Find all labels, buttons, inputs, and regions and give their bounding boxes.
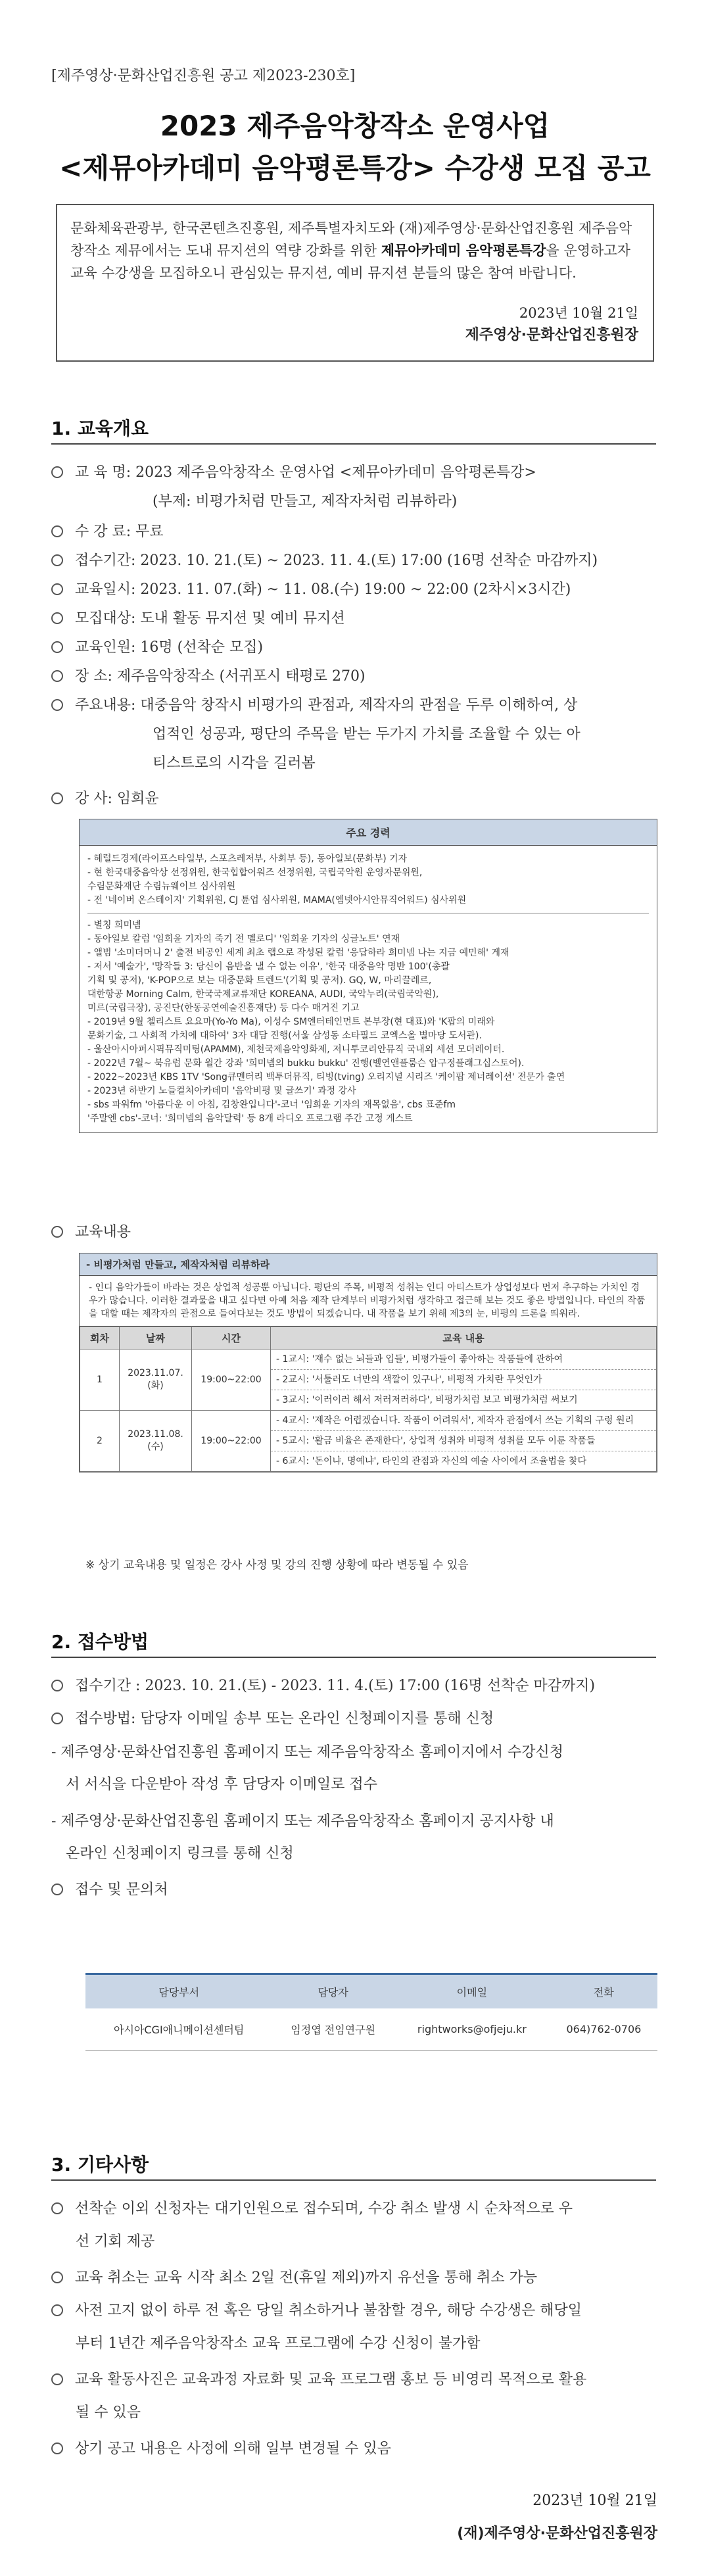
misc-item-4-cont: 될 수 있음 <box>76 2404 141 2421</box>
overview-text: 주요내용: 대중음악 창작시 비평가의 관점과, 제작자의 관점을 두루 이해하여, 상 <box>75 697 578 714</box>
career-line: 대한항공 Morning Calm, 한국국제교류재단 KOREANA, AUDI, 국악누리(국립국악원), <box>87 989 439 1000</box>
career-line: - 2023년 하반기 노들컬처아카데미 '음악비평 및 글쓰기' 과정 강사 <box>87 1086 356 1096</box>
career-line: 기획 및 공저), 'K-POP으로 보는 대중문화 트렌드'(기획 및 공저). GQ, W, 마리끌레르, <box>87 975 432 986</box>
circle-bullet-icon <box>51 466 63 478</box>
session-date-line: 2023.11.07. <box>128 1368 183 1378</box>
section-2-heading: 2. 접수방법 <box>51 1631 149 1653</box>
circle-bullet-icon <box>51 612 63 624</box>
career-box <box>79 819 657 1133</box>
overview-item-fee <box>51 520 663 545</box>
circle-bullet-icon <box>51 583 63 595</box>
table-row <box>80 1349 657 1411</box>
session-time: 19:00~22:00 <box>192 1349 271 1411</box>
session-no: 2 <box>80 1411 120 1472</box>
misc-text: 선착순 이외 신청자는 대기인원으로 접수되며, 수강 취소 발생 시 순차적으로 우 <box>75 2200 573 2217</box>
circle-bullet-icon <box>51 699 63 711</box>
misc-item-3 <box>51 2298 663 2323</box>
career-line: 문화기술, 그 사회적 가치에 대하여' 3자 대담 진행(서울 삼성동 소타필드 코엑스올 별마당 도서관). <box>87 1031 482 1041</box>
apply-method-1-cont: 서 서식을 다운받아 작성 후 담당자 이메일로 접수 <box>66 1776 377 1793</box>
section-1-divider <box>51 443 656 445</box>
apply-text: 접수방법: 담당자 이메일 송부 또는 온라인 신청페이지를 통해 신청 <box>75 1711 494 1727</box>
misc-text: 교육 취소는 교육 시작 최소 2일 전(휴일 제외)까지 유선을 통해 취소 가능 <box>75 2270 538 2286</box>
career-line: 미르(국립극장), 공진단(한동공연예술진흥재단) 등 다수 매거진 기고 <box>87 1003 360 1013</box>
career-line: - 2019년 9월 첼리스트 요요마(Yo-Yo Ma), 이성수 SM엔터테인먼트 본부장(현 대표)와 'K팝의 미래와 <box>87 1017 495 1027</box>
overview-text: 수 강 료: 무료 <box>75 523 164 540</box>
col-date: 날짜 <box>120 1327 192 1349</box>
career-group-2 <box>87 919 649 1126</box>
career-line: - 별칭 희미넴 <box>87 920 141 931</box>
title-line-2: <제뮤아카데미 음악평론특강> 수강생 모집 공고 <box>59 152 651 184</box>
table-row <box>85 2008 657 2051</box>
contact-email[interactable]: rightworks@ofjeju.kr <box>394 2008 550 2051</box>
col-session: 회차 <box>80 1327 120 1349</box>
lesson-item: - 3교시: '이러이러 해서 저러저러하다', 비평가처럼 보고 비평가처럼 써보기 <box>276 1395 578 1405</box>
circle-bullet-icon <box>51 1713 63 1724</box>
career-line: - sbs 파워fm '아름다운 이 아침, 김창완입니다'-코너 '임희윤 기자의 재목없음', cbs 표준fm <box>87 1100 456 1110</box>
overview-text: 교 육 명: 2023 제주음악창작소 운영사업 <제뮤아카데미 음악평론특강> <box>75 464 536 481</box>
apply-method-1: - 제주영상·문화산업진흥원 홈페이지 또는 제주음악창작소 홈페이지에서 수강신청 <box>51 1744 563 1761</box>
contact-label <box>51 1878 663 1903</box>
col-department: 담당부서 <box>85 1974 272 2009</box>
section-3-heading: 3. 기타사항 <box>51 2154 149 2175</box>
circle-bullet-icon <box>51 2202 63 2214</box>
career-line: '주말엔 cbs'-코너: '희미넴의 음악달력' 등 8개 라디오 프로그램 주간 고정 게스트 <box>87 1113 413 1124</box>
title-block <box>0 105 710 189</box>
session-date <box>120 1349 192 1411</box>
intro-text <box>70 217 640 284</box>
circle-bullet-icon <box>51 525 63 537</box>
contact-department: 아시아CGI애니메이션센터팀 <box>85 2008 272 2051</box>
lesson-item: - 5교시: '활금 비율은 존재한다', 상업적 성취와 비평적 성취를 모두 이룬 작품들 <box>271 1431 656 1451</box>
circle-bullet-icon <box>51 2373 63 2385</box>
overview-item-period <box>51 548 663 573</box>
session-no: 1 <box>80 1349 120 1411</box>
intro-text-bold: 제뮤아카데미 음악평론특강 <box>381 243 546 258</box>
section-1-heading: 1. 교육개요 <box>51 418 149 439</box>
curriculum-note: ※ 상기 교육내용 및 일정은 강사 사정 및 강의 진행 상황에 따라 변동될 수 있음 <box>85 1559 469 1572</box>
apply-text: 접수기간 : 2023. 10. 21.(토) - 2023. 11. 4.(토) 17:00 (16명 선착순 마감까지) <box>75 1678 596 1694</box>
contact-manager: 임정엽 전임연구원 <box>272 2008 394 2051</box>
overview-content-cont-2: 티스트로의 시각을 길러봄 <box>153 755 316 771</box>
curriculum-box <box>79 1253 657 1472</box>
misc-text: 교육 활동사진은 교육과정 자료화 및 교육 프로그램 홍보 등 비영리 목적으로 활용 <box>75 2371 587 2388</box>
circle-bullet-icon <box>51 792 63 804</box>
session-lessons <box>271 1411 657 1472</box>
intro-text-a: 문화체육관광부, 한국콘텐츠진흥원, 제주특별자치도와 (재)제주영상·문화산업진흥원 제주음악창작소 제뮤에서는 도내 뮤지션의 역량 강화를 위한 <box>70 220 632 258</box>
overview-subtitle: (부제: 비평가처럼 만들고, 제작자처럼 리뷰하라) <box>153 493 458 510</box>
misc-text: 상기 공고 내용은 사정에 의해 일부 변경될 수 있음 <box>75 2441 391 2457</box>
intro-box <box>56 204 654 362</box>
circle-bullet-icon <box>51 1226 63 1238</box>
misc-item-3-cont: 부터 1년간 제주음악창작소 교육 프로그램에 수강 신청이 불가함 <box>76 2335 481 2352</box>
lesson-item: - 2교시: '서툴러도 너만의 색깔이 있구나', 비평적 가치란 무엇인가 <box>271 1370 656 1390</box>
notice-number: [제주영상·문화산업진흥원 공고 제2023-230호] <box>51 68 356 84</box>
overview-content-cont-1: 업적인 성공과, 평단의 주목을 받는 두가지 가치를 조율할 수 있는 아 <box>153 726 580 742</box>
career-line: - 울산아시아퍼시픽뮤직미팅(APAMM), 제천국제음악영화제, 저니투코리안뮤직 국내외 세션 모더레이터. <box>87 1044 505 1055</box>
lesson-item: - 4교시: '제작은 어렵겠습니다. 작품이 어려워서', 제작자 관점에서 쓰는 기획의 구렁 원리 <box>271 1411 656 1431</box>
misc-item-4 <box>51 2368 663 2393</box>
session-day: (수) <box>147 1442 164 1452</box>
col-phone: 전화 <box>550 1974 657 2009</box>
career-line: - 앨범 '소미더머니 2' 출전 비공인 세계 최초 랩으로 작성된 칼럼 '응답하라 희미넴 나는 지금 예민해' 게재 <box>87 948 509 958</box>
lecturer-item <box>51 787 663 812</box>
section-3-divider <box>51 2179 656 2181</box>
footer-org: (재)제주영상·문화산업진흥원장 <box>457 2525 657 2542</box>
circle-bullet-icon <box>51 2442 63 2454</box>
session-date-line: 2023.11.08. <box>128 1429 183 1440</box>
section-2-divider <box>51 1657 656 1658</box>
session-lessons <box>271 1349 657 1411</box>
contact-table <box>85 1973 657 2051</box>
apply-item-period <box>51 1674 663 1699</box>
career-line: - 전 '네이버 온스테이지' 기획위원, CJ 튠업 심사위원, MAMA(엠넷아시안뮤직어워드) 심사위원 <box>87 895 467 906</box>
overview-text: 모집대상: 도내 활동 뮤지션 및 예비 뮤지션 <box>75 610 345 627</box>
overview-text: 교육인원: 16명 (선착순 모집) <box>75 639 264 656</box>
intro-date: 2023년 10월 21일 <box>519 305 638 321</box>
career-line: - 헤럴드경제(라이프스타일부, 스포츠레저부, 사회부 등), 동아일보(문화부) 기자 <box>87 854 408 864</box>
career-line: - 저서 '예술가', '망작들 3: 당신이 음반을 낼 수 없는 이유', '한국 대중음악 명반 100'(총괄 <box>87 961 450 972</box>
misc-item-2 <box>51 2266 663 2291</box>
career-line: - 동아일보 칼럼 '임희윤 기자의 죽기 전 멜로디' '임희윤 기자의 싱글노트' 연재 <box>87 934 400 944</box>
table-row <box>80 1411 657 1472</box>
title-line-1: 2023 제주음악창작소 운영사업 <box>160 110 550 142</box>
overview-item-content <box>51 693 663 718</box>
misc-item-5 <box>51 2437 663 2462</box>
circle-bullet-icon <box>51 1680 63 1691</box>
career-body <box>80 846 657 1132</box>
misc-item-1-cont: 선 기회 제공 <box>76 2233 155 2250</box>
session-date <box>120 1411 192 1472</box>
overview-text: 교육일시: 2023. 11. 07.(화) ~ 11. 08.(수) 19:00 ~ 22:00 (2차시×3시간) <box>75 581 571 598</box>
apply-item-method <box>51 1707 663 1732</box>
circle-bullet-icon <box>51 554 63 566</box>
curriculum-heading: - 비평가처럼 만들고, 제작자처럼 리뷰하라 <box>80 1253 657 1276</box>
apply-method-2-cont: 온라인 신청페이지 링크를 통해 신청 <box>66 1845 294 1862</box>
overview-text: 접수기간: 2023. 10. 21.(토) ~ 2023. 11. 4.(토) 17:00 (16명 선착순 마감까지) <box>75 552 598 569</box>
overview-item-capacity <box>51 635 663 660</box>
overview-item-name <box>51 460 663 485</box>
col-content: 교육 내용 <box>271 1327 657 1349</box>
circle-bullet-icon <box>51 1883 63 1895</box>
apply-method-2: - 제주영상·문화산업진흥원 홈페이지 또는 제주음악창작소 홈페이지 공지사항 내 <box>51 1813 554 1830</box>
overview-item-target <box>51 606 663 631</box>
session-time: 19:00~22:00 <box>192 1411 271 1472</box>
col-time: 시간 <box>192 1327 271 1349</box>
lesson-item: - 6교시: '돈이냐, 명예냐', 타인의 관점과 자신의 예술 사이에서 조율법을 찾다 <box>276 1456 586 1467</box>
misc-text: 사전 고지 없이 하루 전 혹은 당일 취소하거나 불참할 경우, 해당 수강생은 해당일 <box>75 2302 582 2319</box>
curriculum-table <box>80 1326 657 1472</box>
career-line: - 현 한국대중음악상 선정위원, 한국힙합어워즈 선정위원, 국립국악원 운영자문위원, <box>87 867 423 878</box>
career-heading: 주요 경력 <box>80 819 657 846</box>
col-email: 이메일 <box>394 1974 550 2009</box>
curriculum-description: - 인디 음악가들이 바라는 것은 상업적 성공뿐 아닙니다. 평단의 주목, 비평적 성취는 인디 아티스트가 상업성보다 먼저 추구하는 가치인 경우가 많습니다. 이러한 결과물을 내고 싶다면 아예 처음 제작 단계부터 비평가처럼 생각하고 접근해 보는 것도 좋은 방법입니다. 타인의 작품을 대할 때는 제작자의 관점으로 들여다보는 것도 방법이 되겠습니다. 내 작품을 보기 위해 제3의 눈, 비평의 드론을 띄워라. <box>80 1276 657 1326</box>
career-group-1 <box>87 852 649 913</box>
contact-phone: 064)762-0706 <box>550 2008 657 2051</box>
curriculum-label <box>51 1220 663 1245</box>
misc-item-1 <box>51 2197 663 2222</box>
lesson-item: - 1교시: '재수 없는 뇌들과 입들', 비평가들이 좋아하는 작품들에 관하여 <box>271 1349 656 1370</box>
session-day: (화) <box>147 1380 164 1391</box>
circle-bullet-icon <box>51 670 63 682</box>
career-line: 수림문화재단 수림뉴웨이브 심사위원 <box>87 881 236 892</box>
lecturer-text: 강 사: 임희윤 <box>75 790 159 807</box>
circle-bullet-icon <box>51 2272 63 2283</box>
career-line: - 2022~2023년 KBS 1TV 'Song큐멘터리 백투더뮤직, 티빙(tving) 오리지널 시리즈 '케이팝 제너레이션' 전문가 출연 <box>87 1072 565 1082</box>
col-manager: 담당자 <box>272 1974 394 2009</box>
intro-org: 제주영상·문화산업진흥원장 <box>465 327 638 343</box>
contact-label-text: 접수 및 문의처 <box>75 1882 168 1898</box>
overview-item-schedule <box>51 577 663 602</box>
circle-bullet-icon <box>51 2304 63 2316</box>
intro-text-b: 을 운영하고자 교육 수강생을 모집하오니 관심있는 뮤지션, 예비 뮤지션 분들의 많은 참여 바랍니다. <box>70 243 630 281</box>
overview-item-venue <box>51 664 663 689</box>
curriculum-label-text: 교육내용 <box>75 1224 131 1240</box>
overview-text: 장 소: 제주음악창작소 (서귀포시 태평로 270) <box>75 668 366 685</box>
circle-bullet-icon <box>51 641 63 653</box>
career-line: - 2022년 7월~ 북유럽 문화 월간 강좌 '희미넴의 bukku bukku' 진행(벨연앤플룸슨 압구정플래그십스토어). <box>87 1058 525 1069</box>
footer-date: 2023년 10월 21일 <box>532 2492 657 2509</box>
